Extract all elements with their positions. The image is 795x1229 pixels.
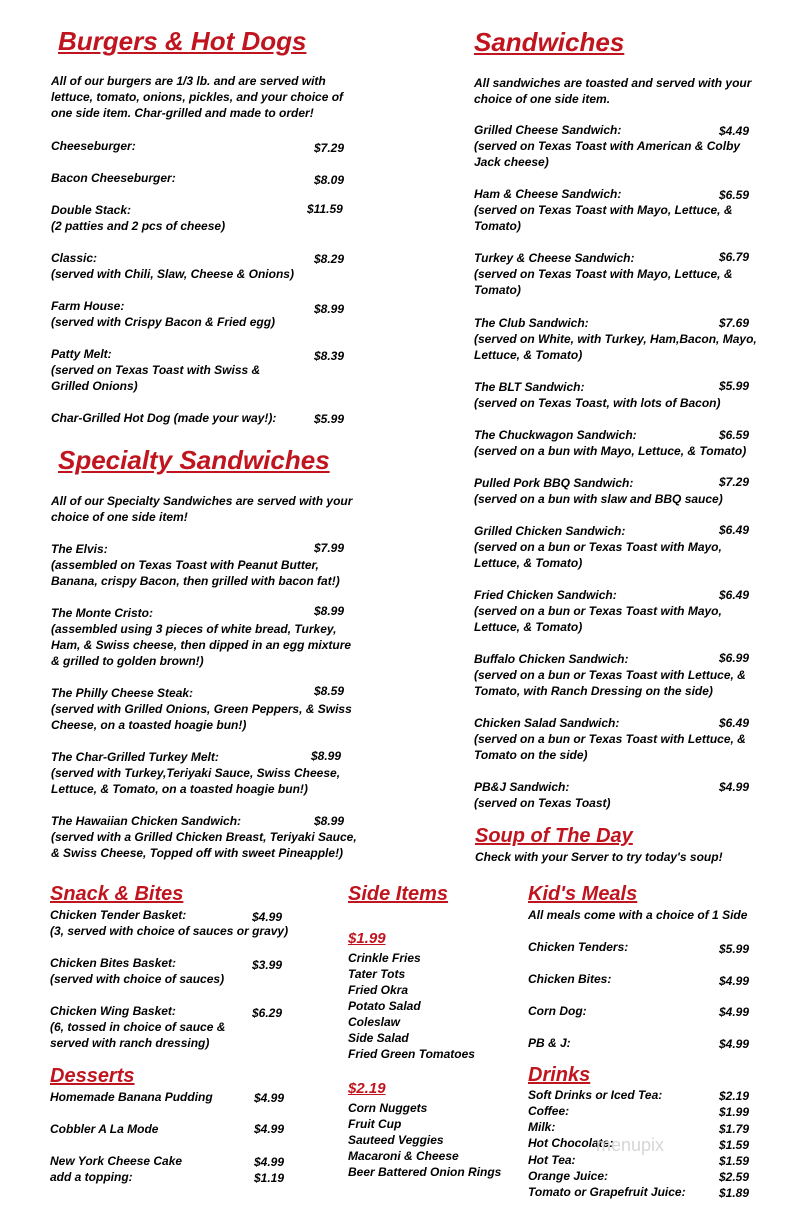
menu-item-name: Corn Dog: (528, 1004, 587, 1018)
menu-item-name: Pulled Pork BBQ Sandwich: (served on a bun with slaw and BBQ sauce) (474, 476, 723, 506)
menu-item-name: The Char-Grilled Turkey Melt: (served with Turkey,Teriyaki Sauce, Swiss Cheese, Lettuce, & Tomato, on a toasted hoagie bun!) (51, 750, 341, 796)
menu-item-name: Milk: (528, 1120, 556, 1134)
menu-item-price: $1.59 (719, 1154, 750, 1168)
kids-intro: All meals come with a choice of 1 Side (528, 908, 748, 922)
menu-item-price: $1.99 (719, 1105, 750, 1119)
menu-item-price: $4.49 (719, 124, 750, 138)
watermark-logo: menupix (596, 1135, 665, 1155)
menu-item-name: Ham & Cheese Sandwich: (served on Texas Toast with Mayo, Lettuce, & Tomato) (474, 187, 733, 233)
sandwiches-title: Sandwiches (474, 27, 625, 57)
menu-item-name: The Philly Cheese Steak: (served with Grilled Onions, Green Peppers, & Swiss Cheese, on a toasted hoagie bun!) (51, 686, 352, 732)
menu-item-name: Tomato or Grapefruit Juice: (528, 1185, 686, 1199)
menu-item-name: Grilled Chicken Sandwich: (served on a bun or Texas Toast with Mayo, Lettuce, & Tomato) (474, 524, 722, 570)
sides-title: Side Items (348, 883, 449, 905)
menu-item-price: $6.29 (252, 1006, 283, 1020)
side-group-price: $2.19 (348, 1080, 386, 1097)
menu-item-name: The BLT Sandwich: (served on Texas Toast, with lots of Bacon) (474, 380, 721, 410)
menu-item-name: Turkey & Cheese Sandwich: (served on Texas Toast with Mayo, Lettuce, & Tomato) (474, 251, 733, 297)
menu-item-name: Homemade Banana Pudding (50, 1090, 213, 1104)
menu-item-name: Hot Chocolate: (528, 1136, 614, 1150)
sandwiches-intro: All sandwiches are toasted and served with your choice of one side item. (474, 76, 752, 106)
menu-item-price: $2.59 (719, 1170, 750, 1184)
menu-item-price: $4.99 (252, 910, 283, 924)
menu-item-name: Classic: (served with Chili, Slaw, Cheese & Onions) (51, 251, 294, 281)
menu-item-price: $8.99 (314, 814, 345, 828)
menu-item-name: Chicken Bites: (528, 972, 612, 986)
menu-item-price: $1.89 (719, 1186, 750, 1200)
menu-item-name: add a topping: (50, 1170, 133, 1184)
side-group-price: $1.99 (348, 930, 386, 947)
snacks-title: Snack & Bites (50, 883, 184, 905)
menu-item-price: $2.19 (719, 1089, 750, 1103)
menu-item-name: Grilled Cheese Sandwich: (served on Texas Toast with American & Colby Jack cheese) (474, 123, 741, 169)
menu-item-price: $8.99 (314, 604, 345, 618)
menu-item-name: PB&J Sandwich: (served on Texas Toast) (474, 780, 611, 810)
menu-item-name: Cobbler A La Mode (50, 1122, 159, 1136)
burgers-intro: All of our burgers are 1/3 lb. and are served with lettuce, tomato, onions, pickles, and your choice of one side item. Char-grilled and made to order! (51, 74, 344, 120)
menu-item-price: $6.99 (719, 651, 750, 665)
menu-item-name: The Monte Cristo: (assembled using 3 pieces of white bread, Turkey, Ham, & Swiss cheese, then dipped in an egg mixture & grilled to golden brown!) (51, 606, 352, 668)
menu-item-price: $4.99 (719, 1005, 750, 1019)
menu-item-price: $7.29 (314, 141, 345, 155)
menu-item-price: $1.59 (719, 1138, 750, 1152)
specialty-title: Specialty Sandwiches (58, 445, 330, 475)
menu-item-name: Chicken Salad Sandwich: (served on a bun or Texas Toast with Lettuce, & Tomato on the side) (474, 716, 746, 762)
menu-item-price: $4.99 (719, 974, 750, 988)
menu-item-price: $7.99 (314, 541, 345, 555)
menu-item-price: $6.49 (719, 523, 750, 537)
menu-item-price: $4.99 (254, 1091, 285, 1105)
menu-item-price: $4.99 (719, 1037, 750, 1051)
menu-item-name: New York Cheese Cake (50, 1154, 183, 1168)
menu-item-price: $5.99 (719, 379, 750, 393)
desserts-title: Desserts (50, 1065, 135, 1087)
menu-item-price: $6.49 (719, 716, 750, 730)
menu-item-name: The Hawaiian Chicken Sandwich: (served with a Grilled Chicken Breast, Teriyaki Sauce, & Swiss Cheese, Topped off with sweet Pineapple!) (51, 814, 357, 860)
menu-item-price: $4.99 (719, 780, 750, 794)
menu-item-price: $11.59 (307, 202, 343, 216)
menu-item-name: Chicken Wing Basket: (6, tossed in choice of sauce & served with ranch dressing) (50, 1004, 226, 1050)
menu-item-price: $8.09 (314, 173, 345, 187)
menu-item-name: Coffee: (528, 1104, 570, 1118)
side-group-items: Crinkle Fries Tater Tots Fried Okra Potato Salad Coleslaw Side Salad Fried Green Tomatoes (348, 951, 475, 1061)
menu-item-price: $4.99 (254, 1155, 285, 1169)
menu-item-name: Chicken Bites Basket: (served with choice of sauces) (50, 956, 225, 986)
kids-title: Kid's Meals (528, 883, 638, 905)
menu-item-price: $8.99 (311, 749, 342, 763)
menu-item-price: $5.99 (314, 412, 345, 426)
side-group-items: Corn Nuggets Fruit Cup Sauteed Veggies Macaroni & Cheese Beer Battered Onion Rings (348, 1101, 502, 1179)
menu-item-price: $1.79 (719, 1122, 750, 1136)
menu-item-price: $6.79 (719, 250, 750, 264)
burgers-title: Burgers & Hot Dogs (58, 26, 307, 56)
menu-item-name: Orange Juice: (528, 1169, 609, 1183)
drinks-title: Drinks (528, 1064, 591, 1086)
menu-item-name: PB & J: (528, 1036, 571, 1050)
menu-item-price: $4.99 (254, 1122, 285, 1136)
menu-item-name: Hot Tea: (528, 1153, 576, 1167)
menu-item-price: $3.99 (252, 958, 283, 972)
soup-title: Soup of The Day (475, 825, 633, 847)
menu-item-price: $6.59 (719, 188, 750, 202)
specialty-intro: All of our Specialty Sandwiches are served with your choice of one side item! (51, 494, 353, 524)
menu-item-price: $6.59 (719, 428, 750, 442)
menu-item-name: Patty Melt: (served on Texas Toast with Swiss & Grilled Onions) (51, 347, 261, 393)
menu-item-price: $8.99 (314, 302, 345, 316)
menu-item-price: $7.29 (719, 475, 750, 489)
menu-item-name: Cheeseburger: (51, 139, 136, 153)
soup-text: Check with your Server to try today's soup! (475, 850, 723, 864)
menu-item-price: $8.59 (314, 684, 345, 698)
menu-item-name: Fried Chicken Sandwich: (served on a bun or Texas Toast with Mayo, Lettuce, & Tomato) (474, 588, 722, 634)
menu-item-price: $7.69 (719, 316, 750, 330)
menu-item-name: Buffalo Chicken Sandwich: (served on a bun or Texas Toast with Lettuce, & Tomato, with Ranch Dressing on the side) (474, 652, 746, 698)
menu-item-name: The Chuckwagon Sandwich: (served on a bun with Mayo, Lettuce, & Tomato) (474, 428, 747, 458)
menu-item-price: $1.19 (254, 1171, 285, 1185)
menu-item-name: Char-Grilled Hot Dog (made your way!): (51, 411, 277, 425)
menu-item-name: Chicken Tender Basket: (3, served with choice of sauces or gravy) (50, 908, 289, 938)
menu-item-name: Bacon Cheeseburger: (51, 171, 176, 185)
menu-item-name: Double Stack: (2 patties and 2 pcs of cheese) (51, 203, 226, 233)
menu-item-price: $8.39 (314, 349, 345, 363)
menu-item-name: The Elvis: (assembled on Texas Toast with Peanut Butter, Banana, crispy Bacon, then grilled with bacon fat!) (51, 542, 340, 588)
menu-item-name: Farm House: (served with Crispy Bacon & Fried egg) (51, 299, 276, 329)
menu-item-name: Chicken Tenders: (528, 940, 629, 954)
menu-item-price: $8.29 (314, 252, 345, 266)
menu-item-price: $5.99 (719, 942, 750, 956)
menu-item-name: Soft Drinks or Iced Tea: (528, 1088, 663, 1102)
menu-item-price: $6.49 (719, 588, 750, 602)
menu-item-name: The Club Sandwich: (served on White, with Turkey, Ham,Bacon, Mayo, Lettuce, & Tomato) (474, 316, 757, 362)
